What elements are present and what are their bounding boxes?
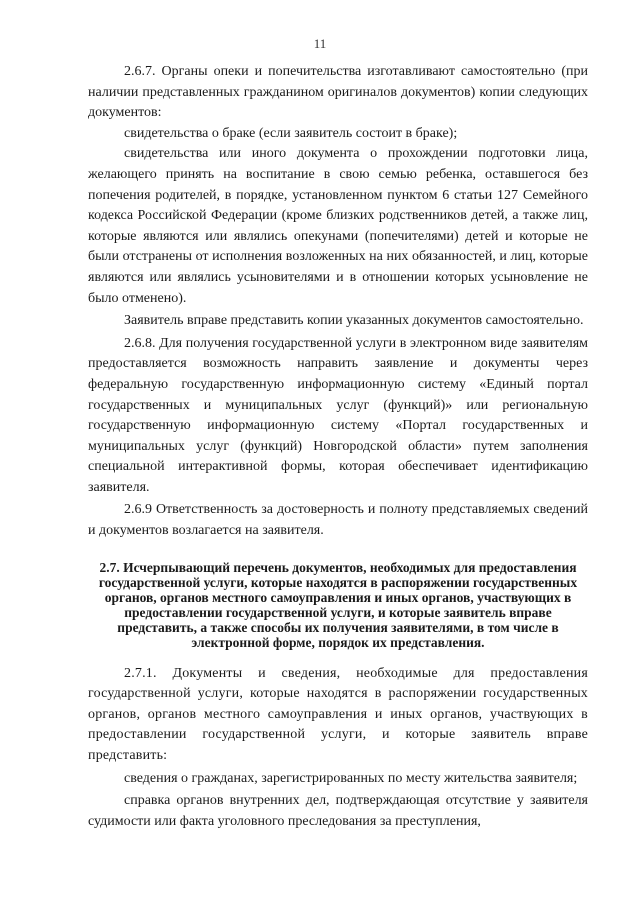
list-item-training-certificate: свидетельства или иного документа о прохождении подготовки лица, желающего принять на воспитание в свою семью ребенка, оставшегося без попечения родителей, в порядке, установленном пунктом 6 статьи 127 Семейного кодекса Российской Федерации (кроме близких родственников детей, а также лиц, которые являются или являлись опекунами (попечителями) детей и которые не были отстранены от исполнения возложенных на них обязанностей, и лиц, которые являются или являлись усыновителями и в отношении которых усыновление не было отменено). bbox=[88, 146, 588, 306]
paragraph-2-6-8: 2.6.8. Для получения государственной услуги в электронном виде заявителям предоставляется возможность направить заявление и документы через федеральную государственную информационную систему «Единый портал государственных и муниципальных услуг (функций)» или региональную государственную информационную систему «Портал государственных и муниципальных услуг (функций) Новгородской области» путем заполнения специальной интерактивной формы, которая обеспечивает идентификацию заявителя. bbox=[88, 335, 588, 495]
list-item-police-certificate: справка органов внутренних дел, подтверждающая отсутствие у заявителя судимости или факта уголовного преследования за преступления, bbox=[88, 793, 588, 829]
paragraph-2-6-9: 2.6.9 Ответственность за достоверность и полноту представляемых сведений и документов возлагается на заявителя. bbox=[88, 502, 588, 539]
list-item-residence-info: сведения о гражданах, зарегистрированных по месту жительства заявителя; bbox=[124, 770, 578, 786]
page-number: 11 bbox=[313, 36, 327, 51]
document-body bbox=[88, 62, 588, 832]
paragraph-copies-right: Заявитель вправе представить копии указанных документов самостоятельно. bbox=[124, 313, 584, 329]
section-heading-2-7: 2.7. Исчерпывающий перечень документов, необходимых для предоставления государственной услуги, которые находятся в распоряжении государственных органов, органов местного самоуправления и иных органов, участвующих в предоставлении государственной услуги, и которые заявитель вправе представить, а также способы их получения заявителями, в том числе в электронной форме, порядок их представления. bbox=[98, 559, 578, 650]
list-item-marriage-certificate: свидетельства о браке (если заявитель состоит в браке); bbox=[124, 125, 458, 141]
paragraph-2-6-7: 2.6.7. Органы опеки и попечительства изготавливают самостоятельно (при наличии представленных гражданином оригиналов документов) копии следующих документов: bbox=[88, 64, 588, 121]
paragraph-2-7-1: 2.7.1. Документы и сведения, необходимые для предоставления государственной услуги, которые находятся в распоряжении государственных органов, органов местного самоуправления и иных органов, участвующих в предоставлении государственной услуги, и которые заявитель вправе представить: bbox=[88, 665, 588, 764]
